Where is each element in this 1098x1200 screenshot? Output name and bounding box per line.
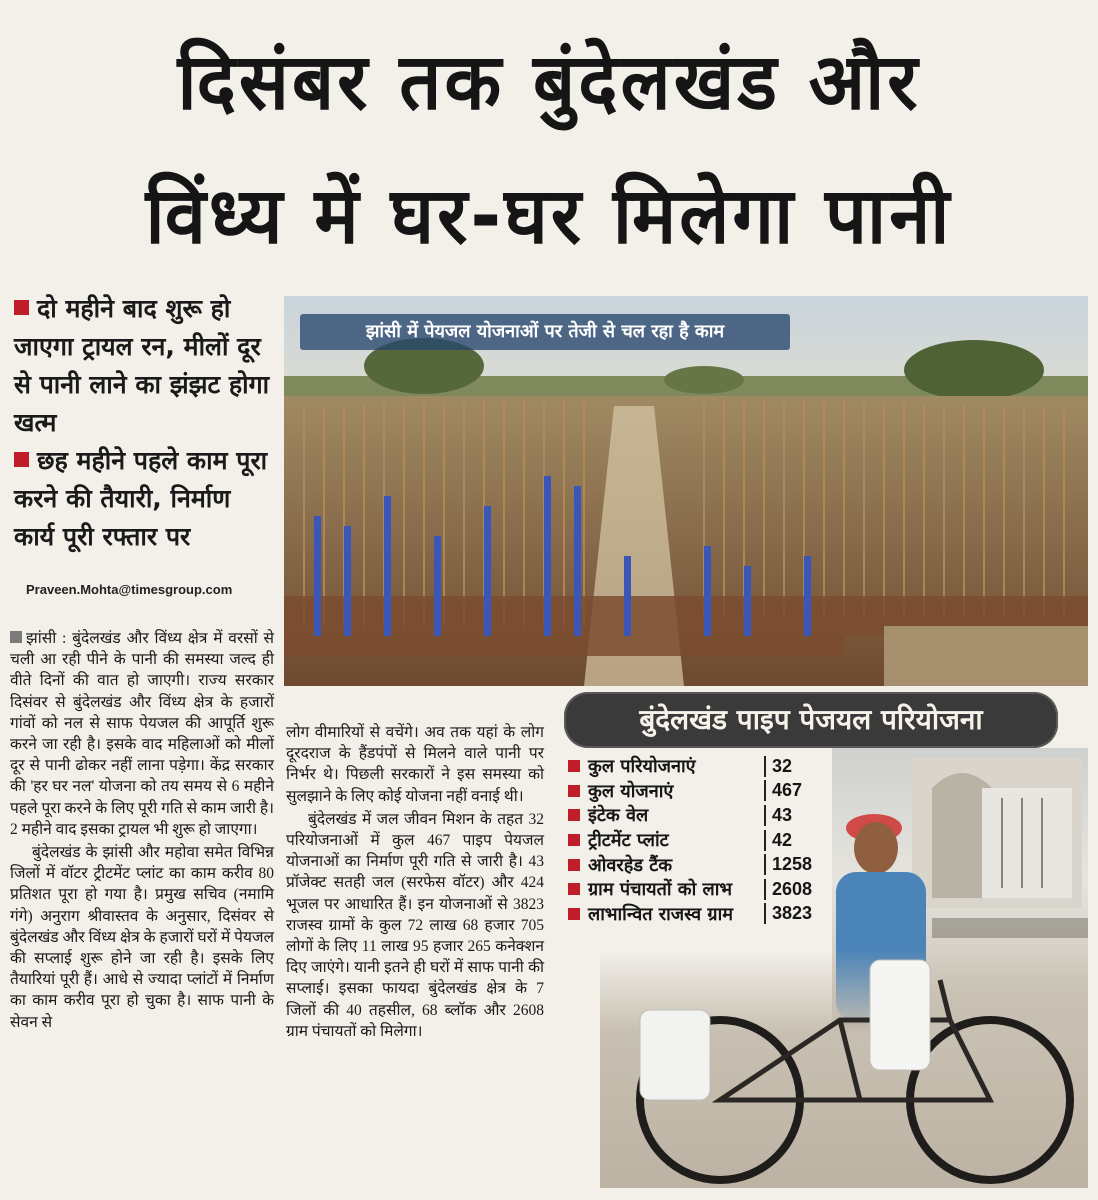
project-stats-table <box>568 754 826 926</box>
construction-photo <box>284 296 1088 686</box>
red-square-bullet-icon <box>568 908 580 920</box>
stat-label <box>568 779 764 803</box>
stat-label-text: ग्राम पंचायतों को लाभ <box>588 879 733 901</box>
stat-row <box>568 877 826 902</box>
stat-row <box>568 779 826 804</box>
red-square-bullet-icon <box>568 785 580 797</box>
highlight-item <box>14 290 276 442</box>
bicycle-photo-area <box>600 950 1088 1188</box>
stat-label <box>568 902 764 926</box>
headline-line-2: विंध्य में घर-घर मिलेगा पानी <box>145 170 953 262</box>
stat-label-text: कुल परियोजनाएं <box>588 756 696 778</box>
headline-line-1: दिसंबर तक बुंदेलखंड और <box>177 36 921 128</box>
red-square-bullet-icon <box>568 883 580 895</box>
gray-square-dateline-icon <box>10 631 22 643</box>
red-square-bullet-icon <box>14 452 29 467</box>
stat-label <box>568 803 764 827</box>
stat-value: 43 <box>764 805 822 826</box>
red-square-bullet-icon <box>568 859 580 871</box>
article-paragraph: बुंदेलखंड में जल जीवन मिशन के तहत 32 परियोजनाओं में कुल 467 पाइप पेयजल योजनाओं का निर्माण पूरी गति से जारी है। 43 प्रॉजेक्ट सतही जल (सरफेस वॉटर) और 424 भूजल पर आधारित हैं। इन योजनाओं से 3823 राजस्व ग्रामों के कुल 72 लाख 68 हजार 705 लोगों के लिए 11 लाख 95 हजार 265 कनेक्शन दिए जाएंगे। यानी इतने ही घरों में साफ पानी की सप्लाई। इसका फायदा बुंदेलखंड क्षेत्र के 7 जिलों की 40 तहसील, 68 ब्लॉक और 2608 ग्राम पंचायतों को मिलेगा। <box>286 810 544 1040</box>
red-square-bullet-icon <box>14 300 29 315</box>
highlight-item <box>14 442 276 556</box>
stat-label-text: ओवरहेड टैंक <box>588 854 673 876</box>
stat-row <box>568 852 826 877</box>
stat-value: 1258 <box>764 854 822 875</box>
stat-value: 32 <box>764 756 822 777</box>
red-square-bullet-icon <box>568 760 580 772</box>
article-paragraph: बुंदेलखंड के झांसी और महोवा समेत विभिन्न जिलों में वॉटर ट्रीटमेंट प्लांट का काम करीव 80 प्रतिशत पूरा हो गया है। प्रमुख सचिव (नमामि गंगे) अनुराग श्रीवास्तव के अनुसार, दिसंवर से बुंदेलखंड और विंध्य क्षेत्र के हजारों घरों में पेयजल की सप्लाई शुरू होने जा रही है। इसके लिए तैयारियां पूरी हैं। आधे से ज्यादा प्लांटों में निर्माण का काम करीव पूरा हो चुका है। साफ पानी के सेवन से <box>10 844 274 1031</box>
stat-label-text: लाभान्वित राजस्व ग्राम <box>588 903 733 925</box>
stat-label-text: कुल योजनाएं <box>588 780 674 802</box>
stat-label-text: इंटेक वेल <box>588 805 649 827</box>
bicycle-icon <box>600 950 1088 1188</box>
stat-row <box>568 754 826 779</box>
article-paragraph <box>10 628 274 840</box>
stat-row <box>568 828 826 853</box>
stat-label <box>568 828 764 852</box>
construction-site-illustration <box>284 296 1088 686</box>
stat-value: 2608 <box>764 879 822 900</box>
stat-label-text: ट्रीटमेंट प्लांट <box>588 830 669 852</box>
stat-row <box>568 902 826 927</box>
panel-title: बुंदेलखंड पाइप पेजयल परियोजना <box>564 692 1058 748</box>
article-column-1 <box>10 628 274 1035</box>
article-paragraph: लोग वीमारियों से वचेंगे। अव तक यहां के लोग दूरदराज के हैंडपंपों से मिलने वाले पानी पर निर्भर थे। पिछली सरकारों ने इस समस्या को सुलझाने के लिए कोई योजना नहीं वनाई थी। <box>286 724 544 805</box>
red-square-bullet-icon <box>568 834 580 846</box>
red-square-bullet-icon <box>568 809 580 821</box>
highlight-text: दो महीने बाद शुरू हो जाएगा ट्रायल रन, मीलों दूर से पानी लाने का झंझट होगा खत्म <box>14 294 270 437</box>
stat-value: 42 <box>764 830 822 851</box>
paragraph-text: झांसी : बुंदेलखंड और विंध्य क्षेत्र में वरसों से चली आ रही पीने के पानी की समस्या जल्द ही वीते दिनों की वात हो जाएगी। राज्य सरकार दिसंवर से बुंदेलखंड और विंध्य क्षेत्र के हजारों गांवों को नल से साफ पेयजल की आपूर्ति शुरू करने जा रही है। इसके वाद महिलाओं को मीलों दूर से पानी ढोकर नहीं लाना पड़ेगा। केंद्र सरकार की 'हर घर नल' योजना को तय समय से 6 महीने पहले पूरा करने के लिए पूरी गति से काम जारी है। 2 महीने वाद इसका ट्रायल भी शुरू हो जाएगा। <box>10 630 274 838</box>
byline: Praveen.Mohta@timesgroup.com <box>26 582 233 597</box>
stat-label <box>568 877 764 901</box>
stat-label <box>568 754 764 778</box>
stat-row <box>568 803 826 828</box>
stat-label <box>568 853 764 877</box>
highlight-text: छह महीने पहले काम पूरा करने की तैयारी, निर्माण कार्य पूरी रफ्तार पर <box>14 446 268 551</box>
article-column-2 <box>286 722 544 1044</box>
photo-caption: झांसी में पेयजल योजनाओं पर तेजी से चल रहा है काम <box>300 314 790 350</box>
highlights <box>14 290 276 556</box>
stat-value: 3823 <box>764 903 822 924</box>
stat-value: 467 <box>764 780 822 801</box>
